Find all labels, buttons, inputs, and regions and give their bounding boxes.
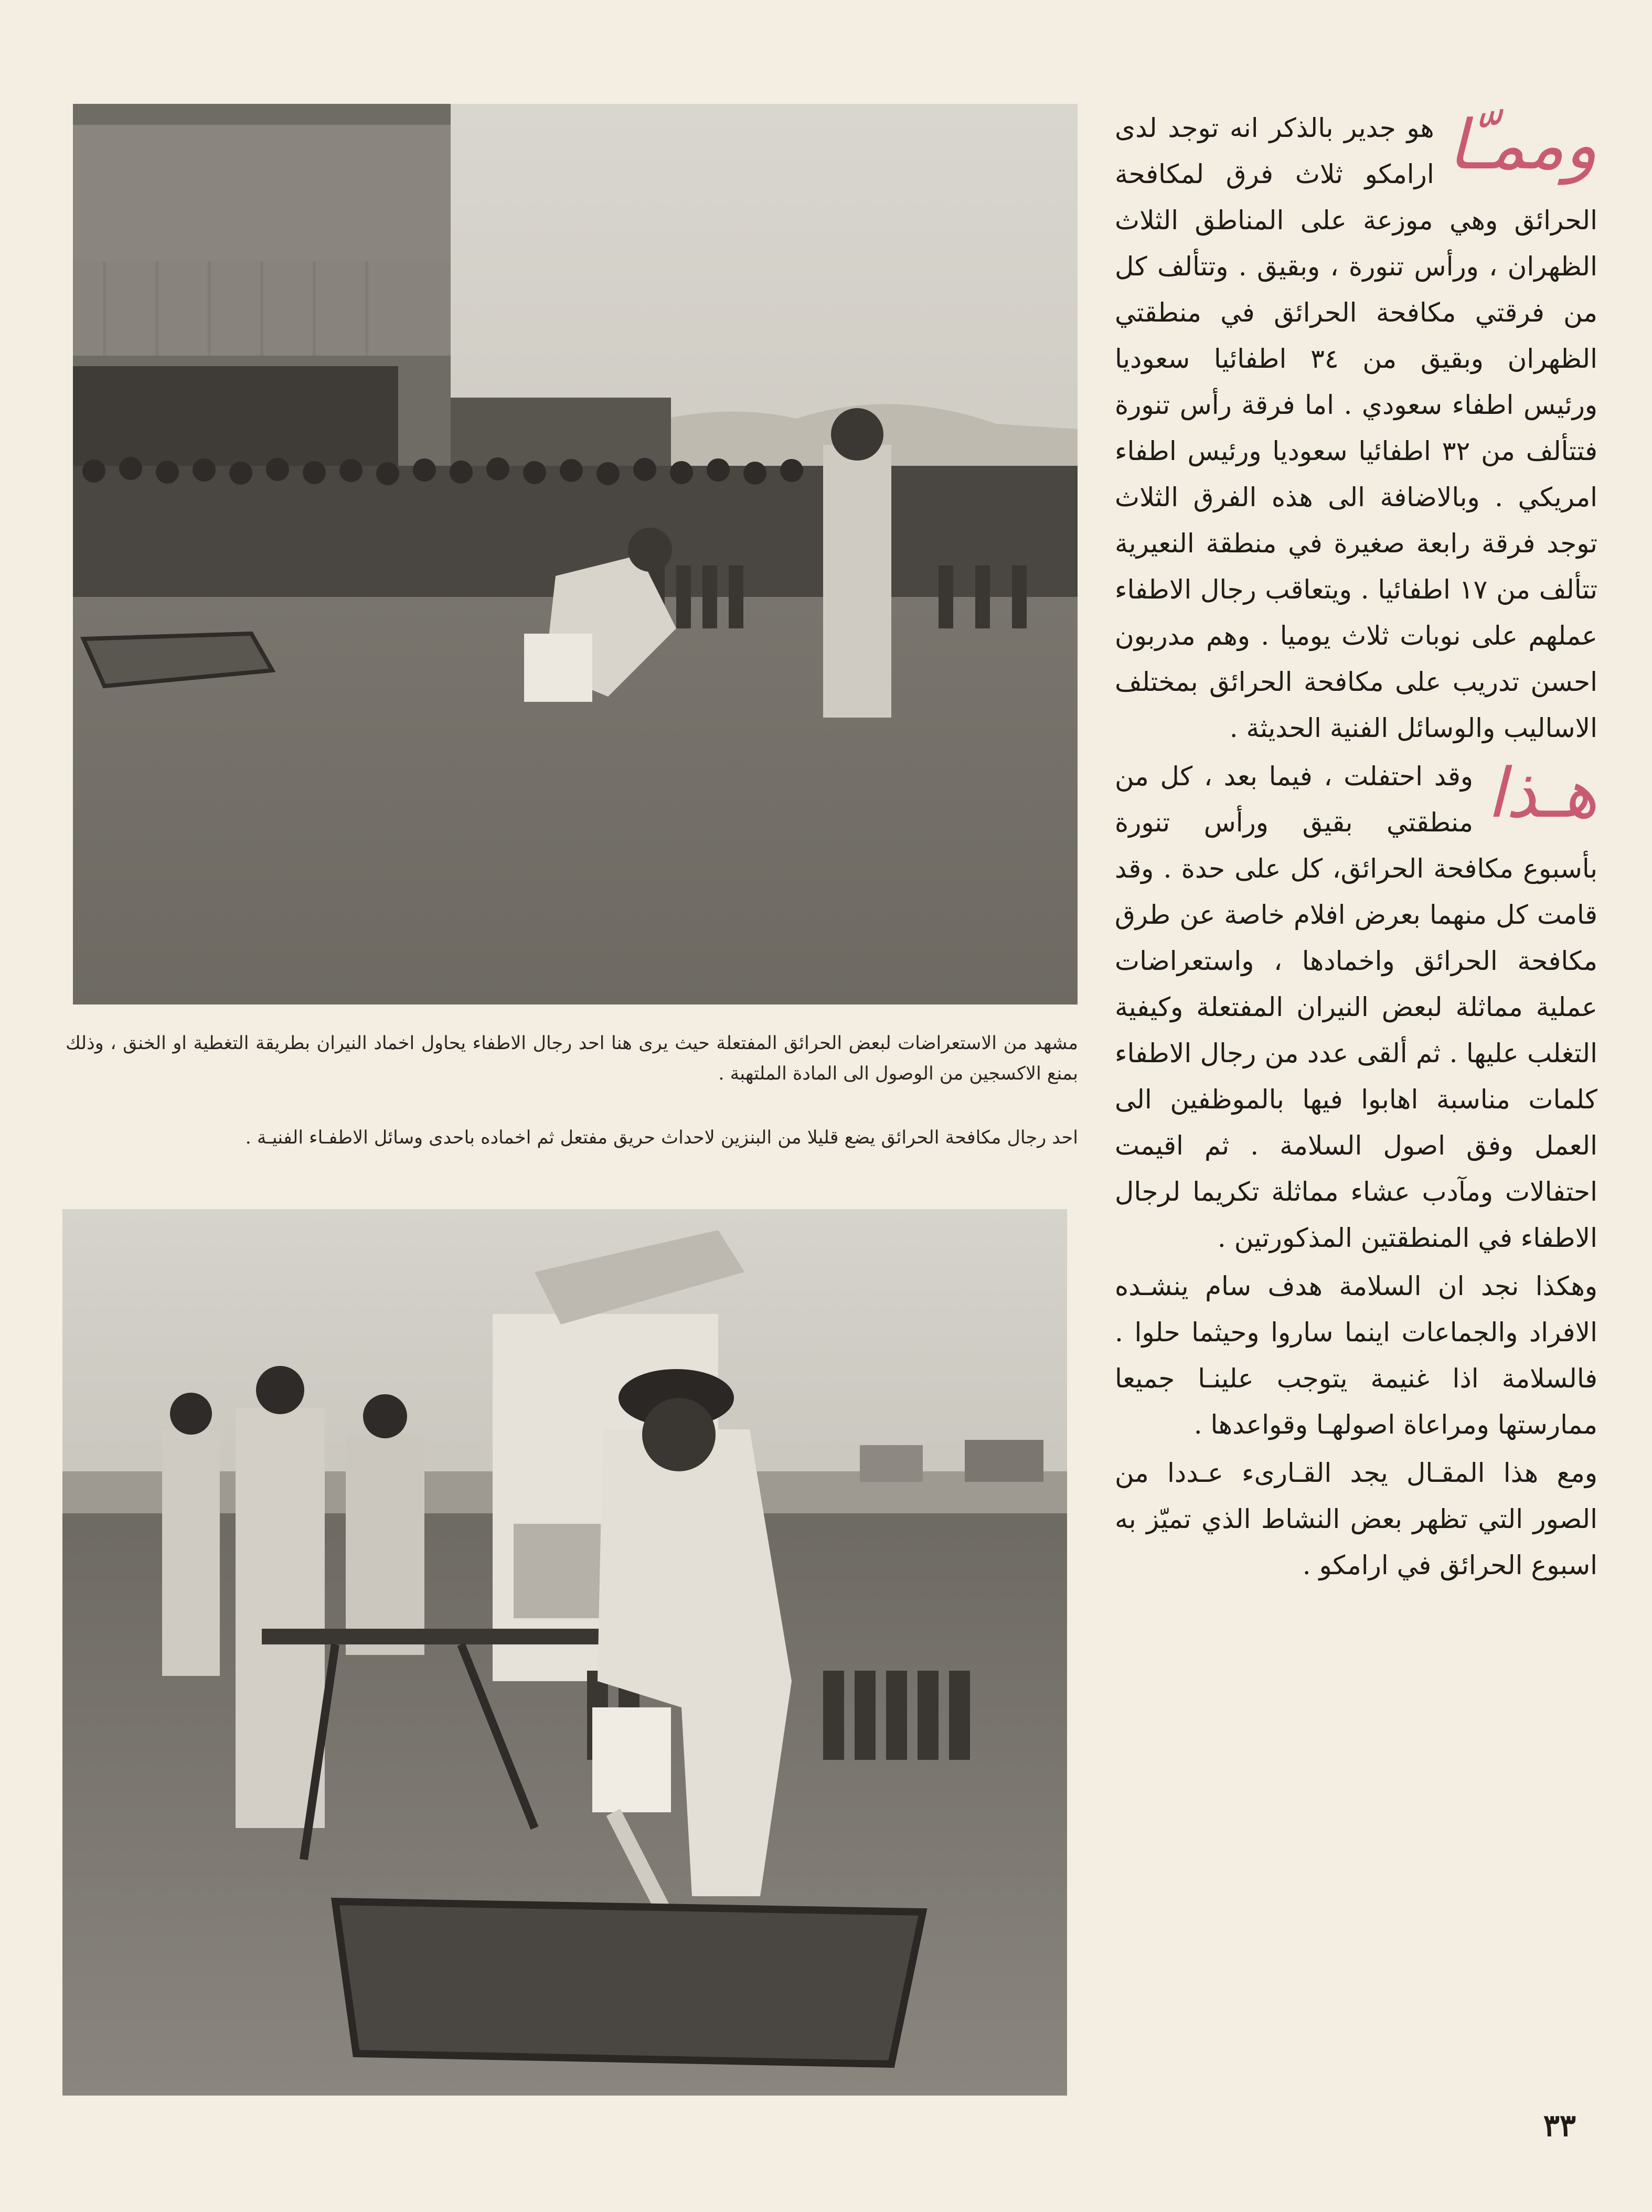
firefighter-smothering-fire-photo <box>73 104 1078 1005</box>
top-photo <box>73 104 1078 1005</box>
page-number: ٣٣ <box>1543 2108 1576 2143</box>
article-column <box>1115 105 1597 1590</box>
article-paragraph-4: ومع هذا المقـال يجد القـارىء عـددا من الصور التي تظهر بعض النشاط الذي تميّز به اسبوع الحرائق في ارامكو . <box>1115 1458 1597 1580</box>
article-paragraph-2 <box>1115 753 1597 1261</box>
bottom-photo-caption: احد رجال مكافحة الحرائق يضع قليلا من البنزين لاحداث حريق مفتعل ثم اخماده باحدى وسائل الاطفـاء الفنيـة . <box>245 1127 1078 1148</box>
bottom-photo <box>62 1209 1067 2096</box>
article-paragraph-3: وهكذا نجد ان السلامة هدف سام ينشـده الافراد والجماعات اينما ساروا وحيثما حلوا . فالسلامة اذا غنيمة يتوجب علينـا جميعا ممارستها ومراعاة اصولهـا وقواعدها . <box>1115 1271 1597 1440</box>
dropcap-2: هـذا <box>1487 753 1597 833</box>
paragraph-2-text: وقد احتفلت ، فيما بعد ، كل من منطقتي بقيق ورأس تنورة بأسبوع مكافحة الحرائق، كل على حدة . وقد قامت كل منهما بعرض افلام خاصة عن طرق مكافحة الحرائق واخمادها ، واستعراضات عملية مماثلة لبعض النيران المفتعلة وكيفية التغلب عليها . ثم ألقى عدد من رجال الاطفاء كلمات مناسبة اهابوا فيها بالموظفين الى العمل وفق اصول السلامة . ثم اقيمت احتفالات ومآدب عشاء مماثلة تكريما لرجال الاطفاء في المنطقتين المذكورتين . <box>1115 761 1597 1253</box>
article-paragraph-1 <box>1115 105 1597 751</box>
firefighter-pouring-fuel-photo <box>62 1209 1067 2096</box>
paragraph-1-text: هو جدير بالذكر انه توجد لدى ارامكو ثلاث فرق لمكافحة الحرائق وهي موزعة على المناطق الثلاث الظهران ، ورأس تنورة ، وبقيق . وتتألف كل من فرقتي مكافحة الحرائق في منطقتي الظهران وبقيق من ٣٤ اطفائيا سعوديا ورئيس اطفاء سعودي . اما فرقة رأس تنورة فتتألف من ٣٢ اطفائيا سعوديا ورئيس اطفاء امريكي . وبالاضافة الى هذه الفرق الثلاث توجد فرقة رابعة صغيرة في منطقة النعيرية تتألف من ١٧ اطفائيا . ويتعاقب رجال الاطفاء عملهم على نوبات ثلاث يوميا . وهم مدربون احسن تدريب على مكافحة الحرائق بمختلف الاساليب والوسائل الفنية الحديثة . <box>1115 113 1597 743</box>
top-photo-caption: مشهد من الاستعراضات لبعض الحرائق المفتعلة حيث يرى هنا احد رجال الاطفاء يحاول اخماد النيران بطريقة التغطية او الخنق ، وذلك بمنع الاكسجين من الوصول الى المادة الملتهبة . <box>66 1033 1078 1084</box>
dropcap-1: وممـّا <box>1447 105 1597 185</box>
